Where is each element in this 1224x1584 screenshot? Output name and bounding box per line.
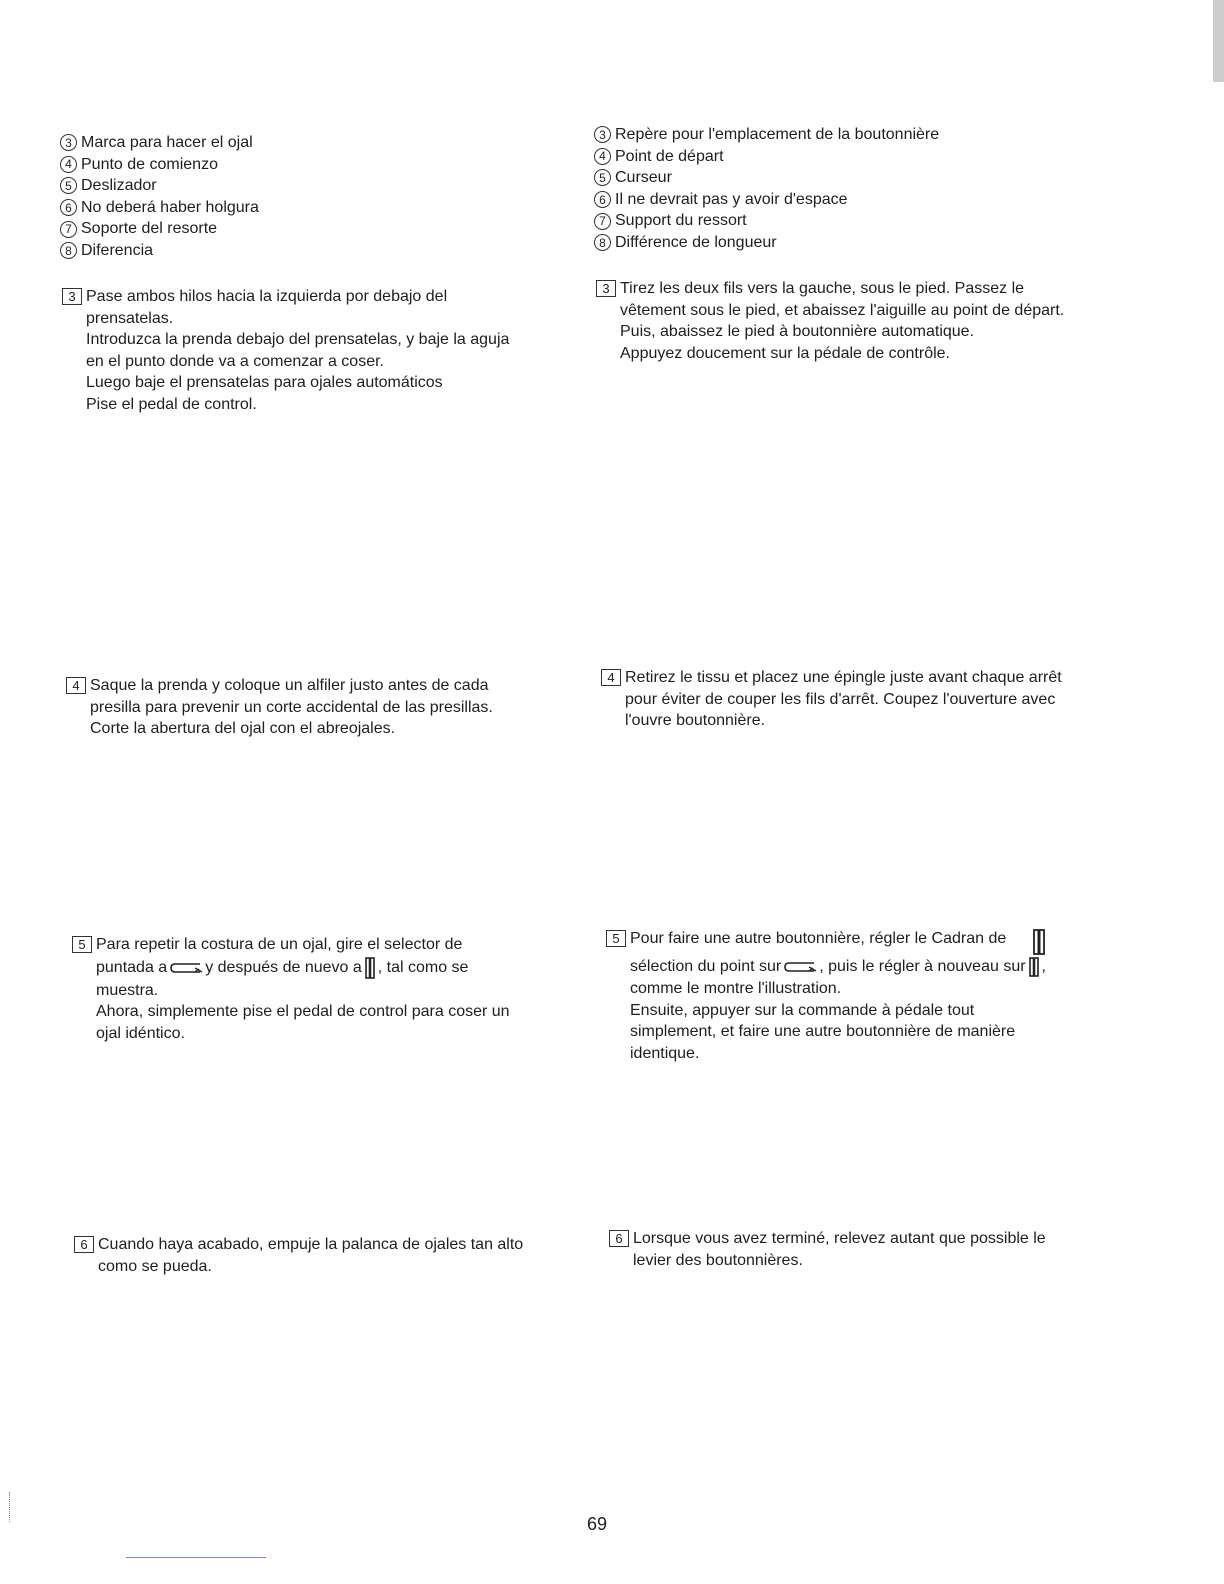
- step-text-line: Pase ambos hilos hacia la izquierda por debajo del: [86, 288, 448, 305]
- step-4-es: [66, 675, 493, 740]
- legend-fr: [594, 124, 939, 254]
- step-text-line: en el punto donde va a comenzar a coser.: [86, 352, 384, 370]
- callout-number: 3: [60, 134, 77, 151]
- legend-text: Soporte del resorte: [81, 220, 218, 238]
- buttonhole-stitch-icon: [783, 961, 817, 973]
- step-text-line: Saque la prenda y coloque un alfiler justo antes de cada: [90, 677, 489, 694]
- callout-number: 7: [594, 213, 611, 230]
- legend-text: Punto de comienzo: [81, 155, 218, 173]
- legend-item: [594, 124, 939, 146]
- callout-number: 8: [594, 234, 611, 251]
- step-text-fragment: ,: [1041, 958, 1046, 976]
- step-5-es: [72, 934, 510, 1044]
- legend-text: Point de départ: [615, 147, 724, 165]
- step-text-line: identique.: [630, 1044, 700, 1062]
- step-text-fragment: puntada a: [96, 958, 168, 976]
- legend-text: Deslizador: [81, 177, 157, 195]
- step-first-line: [606, 928, 1048, 956]
- step-text-fragment: , tal como se: [377, 958, 469, 976]
- legend-item: [594, 167, 939, 189]
- step-text-line: [72, 956, 510, 980]
- callout-number: 6: [594, 191, 611, 208]
- buttonhole-position-icon: [1032, 928, 1046, 956]
- step-first-line: [62, 286, 509, 308]
- legend-item: [60, 132, 259, 154]
- step-text-line: Introduzca la prenda debajo del prensatelas, y baje la aguja: [86, 331, 510, 348]
- step-number: 3: [596, 280, 616, 297]
- step-6-fr: [609, 1228, 1046, 1271]
- step-number: 5: [72, 936, 92, 953]
- legend-item: [594, 146, 939, 168]
- step-text-line: como se pueda.: [98, 1257, 212, 1275]
- step-4-fr: [601, 667, 1062, 732]
- legend-item: [60, 175, 259, 197]
- step-text-line: Cuando haya acabado, empuje la palanca de ojales tan alto: [98, 1236, 524, 1253]
- step-text-line: simplement, et faire une autre boutonnière de manière: [630, 1023, 1016, 1040]
- legend-text: Marca para hacer el ojal: [81, 134, 253, 151]
- step-text-line: pour éviter de couper les fils d'arrêt. Coupez l'ouverture avec: [625, 690, 1056, 708]
- step-first-line: [66, 675, 493, 697]
- step-text-line: Lorsque vous avez terminé, relevez autant que possible le: [633, 1230, 1046, 1247]
- callout-number: 3: [594, 126, 611, 143]
- step-text-line: vêtement sous le pied, et abaissez l'aiguille au point de départ.: [620, 301, 1065, 319]
- buttonhole-stitch-icon: [169, 962, 203, 974]
- step-text-line: Ahora, simplemente pise el pedal de control para coser un: [96, 1003, 510, 1020]
- legend-es: [60, 132, 259, 262]
- step-text-line: Pise el pedal de control.: [86, 395, 257, 413]
- step-number: 4: [66, 677, 86, 694]
- step-number: 6: [609, 1230, 629, 1247]
- step-first-line: [601, 667, 1062, 689]
- step-text-line: Para repetir la costura de un ojal, gire el selector de: [96, 936, 463, 953]
- step-text-fragment: y después de nuevo a: [205, 958, 362, 976]
- step-text-line: muestra.: [96, 981, 159, 999]
- legend-text: Support du ressort: [615, 212, 747, 230]
- step-number: 3: [62, 288, 82, 305]
- step-text-line: Ensuite, appuyer sur la commande à pédale tout: [630, 1001, 975, 1019]
- legend-item: [594, 210, 939, 232]
- legend-item: [60, 154, 259, 176]
- step-text-line: prensatelas.: [86, 309, 174, 327]
- step-text-line: Appuyez doucement sur la pédale de contrôle.: [620, 344, 950, 362]
- step-text-line: Tirez les deux fils vers la gauche, sous le pied. Passez le: [620, 280, 1025, 297]
- legend-text: Différence de longueur: [615, 233, 777, 251]
- callout-number: 5: [594, 169, 611, 186]
- legend-item: [594, 189, 939, 211]
- legend-text: Repère pour l'emplacement de la boutonnière: [615, 126, 940, 143]
- step-text-fragment: sélection du point sur: [630, 958, 782, 976]
- callout-number: 6: [60, 199, 77, 216]
- buttonhole-position-icon: [1028, 956, 1040, 978]
- scan-margin-mark: [9, 1492, 11, 1522]
- legend-item: [60, 240, 259, 262]
- callout-number: 4: [60, 156, 77, 173]
- legend-item: [60, 197, 259, 219]
- callout-number: 7: [60, 221, 77, 238]
- step-text-line: Pour faire une autre boutonnière, régler le Cadran de: [630, 930, 1007, 947]
- step-text-line: presilla para prevenir un corte accidental de las presillas.: [90, 698, 493, 716]
- step-text-line: Puis, abaissez le pied à boutonnière automatique.: [620, 323, 975, 340]
- step-first-line: [74, 1234, 523, 1256]
- step-text-line: Retirez le tissu et placez une épingle juste avant chaque arrêt: [625, 669, 1062, 686]
- step-5-fr: [606, 928, 1048, 1064]
- callout-number: 5: [60, 177, 77, 194]
- legend-item: [594, 232, 939, 254]
- step-text-line: l'ouvre boutonnière.: [625, 712, 766, 729]
- step-text-fragment: , puis le régler à nouveau sur: [819, 958, 1026, 976]
- step-text-line: Luego baje el prensatelas para ojales automáticos: [86, 374, 443, 391]
- step-6-es: [74, 1234, 523, 1277]
- callout-number: 8: [60, 242, 77, 259]
- footer-rule: [126, 1557, 266, 1558]
- step-first-line: [596, 278, 1064, 300]
- callout-number: 4: [594, 148, 611, 165]
- page-number: 69: [587, 1514, 608, 1534]
- legend-text: Diferencia: [81, 241, 154, 259]
- scan-edge-mark: [1213, 0, 1224, 82]
- step-first-line: [609, 1228, 1046, 1250]
- legend-item: [60, 218, 259, 240]
- step-first-line: [72, 934, 510, 956]
- legend-text: Il ne devrait pas y avoir d'espace: [615, 190, 848, 208]
- step-3-es: [62, 286, 509, 415]
- step-text-line: comme le montre l'illustration.: [630, 980, 842, 997]
- legend-text: Curseur: [615, 169, 672, 187]
- step-number: 5: [606, 930, 626, 947]
- step-text-line: levier des boutonnières.: [633, 1251, 803, 1269]
- step-number: 6: [74, 1236, 94, 1253]
- step-number: 4: [601, 669, 621, 686]
- buttonhole-position-icon: [364, 956, 376, 980]
- step-text-line: Corte la abertura del ojal con el abreojales.: [90, 720, 396, 737]
- step-text-line: ojal idéntico.: [96, 1024, 185, 1042]
- step-3-fr: [596, 278, 1064, 364]
- legend-text: No deberá haber holgura: [81, 198, 259, 216]
- step-text-line: [606, 956, 1048, 978]
